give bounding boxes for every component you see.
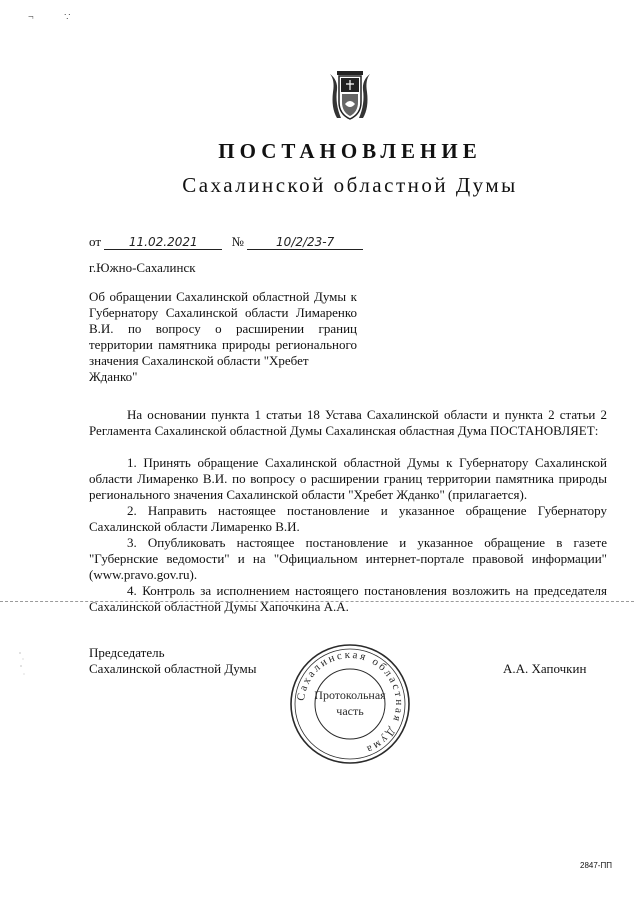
document-subject [89, 289, 357, 385]
number-value: 10/2/23-7 [247, 235, 363, 250]
resolution-item: 4. Контроль за исполнением настоящего постановления возложить на председателя Сахалинской областной Думы Хапочкина А.А. [89, 583, 607, 614]
subject-text: Об обращении Сахалинской областной Думы к Губернатору Сахалинской области Лимаренко В.И. по вопросу о расширении границ территории памятника природы регионального значения Сахалинской области "Хребет [89, 289, 357, 368]
date-prefix: от [89, 234, 102, 249]
number-prefix: № [231, 234, 244, 249]
preamble-paragraph: На основании пункта 1 статьи 18 Устава Сахалинской области и пункта 2 статьи 2 Регламента Сахалинской областной Думы Сахалинская областная Дума ПОСТАНОВЛЯЕТ: [89, 407, 607, 438]
signatory-name: А.А. Хапочкин [503, 661, 587, 676]
date-number-line [89, 234, 363, 252]
stamp-center-line: Протокольная [314, 688, 386, 702]
stamp-center-line: часть [336, 704, 364, 718]
date-value: 11.02.2021 [104, 235, 222, 250]
position-line: Председатель [89, 645, 165, 660]
stamp-ring-text: Сахалинская областная Дума [294, 648, 406, 757]
document-title: ПОСТАНОВЛЕНИЕ [218, 139, 482, 163]
resolution-item: 3. Опубликовать настоящее постановление и указанное обращение в газете "Губернские ведомости" и на "Официальном интернет-портале правовой информации" (www.pravo.gov.ru). [89, 535, 607, 582]
official-stamp [288, 642, 412, 766]
city: г.Южно-Сахалинск [89, 260, 196, 275]
signatory-position [89, 645, 257, 677]
position-line: Сахалинской областной Думы [89, 661, 257, 676]
coat-of-arms-emblem [327, 70, 373, 122]
document-body [89, 407, 607, 615]
scan-noise [18, 650, 26, 680]
resolution-item: 2. Направить настоящее постановление и указанное обращение Губернатору Сахалинской области Лимаренко В.И. [89, 503, 607, 534]
document-subtitle: Сахалинской областной Думы [182, 173, 518, 197]
scan-marks: ¬ ∵ [28, 12, 85, 23]
footnote-code: 2847-ПП [580, 861, 612, 870]
subject-tail: Жданко" [89, 369, 138, 384]
scan-fold-line [0, 601, 634, 602]
resolution-item: 1. Принять обращение Сахалинской областной Думы к Губернатору Сахалинской области Лимаренко В.И. по вопросу о расширении границ территории памятника природы регионального значения Сахалинской области "Хребет Жданко" (прилагается). [89, 455, 607, 502]
